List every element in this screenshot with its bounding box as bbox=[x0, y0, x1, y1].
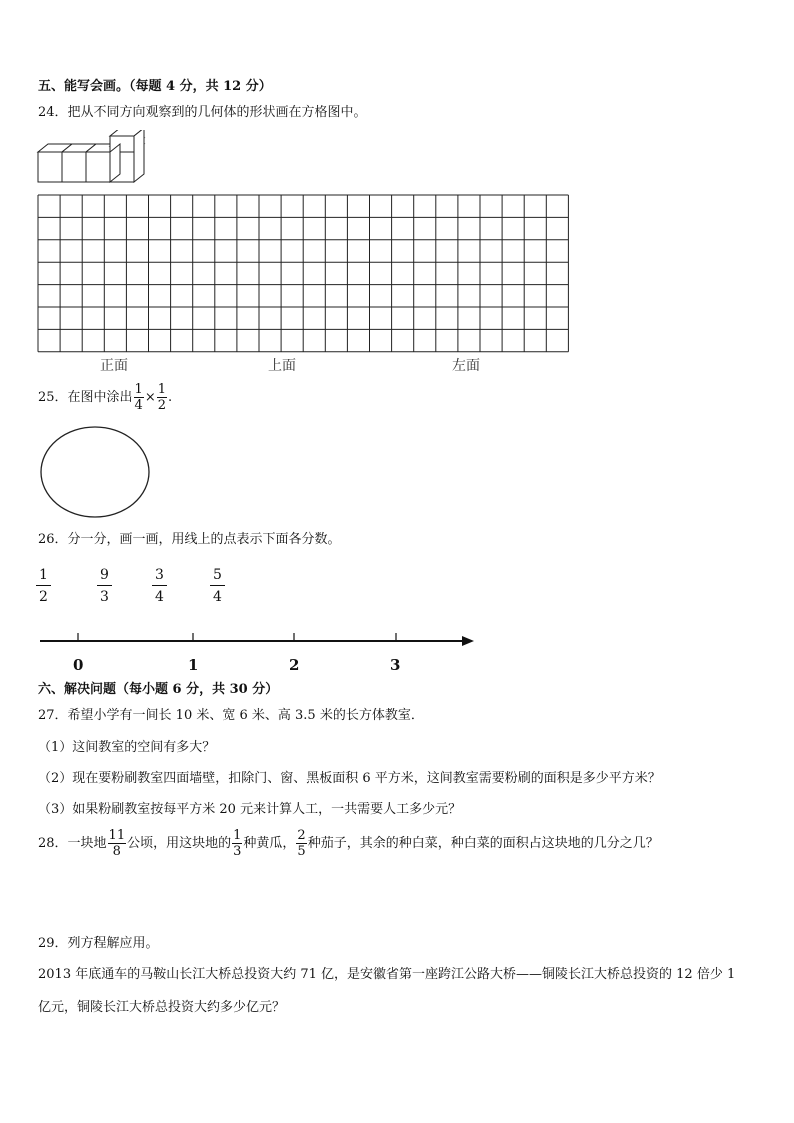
q28-text bbox=[38, 828, 659, 859]
drawing-grid[interactable] bbox=[37, 194, 570, 354]
q26-frac1-num: 1 bbox=[36, 567, 51, 586]
q25-fraction-2 bbox=[157, 382, 167, 413]
q25-suffix: . bbox=[168, 389, 173, 405]
q26-frac4-den: 4 bbox=[213, 589, 222, 605]
q28-frac3-den: 5 bbox=[297, 844, 306, 859]
q26-frac2-den: 3 bbox=[100, 589, 109, 605]
q26-frac4-num: 5 bbox=[210, 567, 225, 586]
q28-frac1-num: 11 bbox=[108, 828, 126, 843]
q26-fraction-4 bbox=[210, 567, 225, 606]
q28-frac2-den: 3 bbox=[233, 844, 242, 859]
q25-text bbox=[38, 382, 172, 413]
tick-label-1: 1 bbox=[188, 656, 199, 674]
q29-line1: 2013 年底通车的马鞍山长江大桥总投资大约 71 亿，是安徽省第一座跨江公路大桥——铜陵长江大桥总投资的 12 倍少 1 bbox=[38, 967, 736, 982]
tick-label-0: 0 bbox=[73, 656, 84, 674]
label-top-view: 上面 bbox=[268, 358, 296, 374]
q25-fraction-1 bbox=[134, 382, 144, 413]
q29-title: 29．列方程解应用。 bbox=[38, 936, 159, 951]
q26-frac1-den: 2 bbox=[39, 589, 48, 605]
q26-frac3-num: 3 bbox=[152, 567, 167, 586]
q25-frac2-den: 2 bbox=[157, 398, 167, 413]
q26-text: 26．分一分，画一画，用线上的点表示下面各分数。 bbox=[38, 532, 341, 547]
q27-sub3: （3）如果粉刷教室按每平方米 20 元来计算人工，一共需要人工多少元？ bbox=[38, 802, 462, 817]
label-left-view: 左面 bbox=[452, 358, 480, 374]
number-line[interactable] bbox=[38, 628, 478, 652]
q25-times: × bbox=[144, 389, 156, 405]
section5-title: 五、能写会画。（每题 4 分，共 12 分） bbox=[38, 79, 272, 94]
q28-fraction-3 bbox=[296, 828, 306, 859]
q26-frac3-den: 4 bbox=[155, 589, 164, 605]
q28-prefix: 28．一块地 bbox=[38, 835, 107, 851]
q28-fraction-2 bbox=[232, 828, 242, 859]
q25-frac2-num: 1 bbox=[157, 382, 167, 397]
q28-frac3-num: 2 bbox=[297, 828, 306, 843]
cube-solid-figure bbox=[36, 130, 156, 186]
label-front-view: 正面 bbox=[100, 358, 128, 374]
q25-frac1-den: 4 bbox=[134, 398, 143, 413]
tick-label-2: 2 bbox=[289, 656, 300, 674]
q27-sub2: （2）现在要粉刷教室四面墙壁，扣除门、窗、黑板面积 6 平方米，这间教室需要粉刷的面积是多少平方米？ bbox=[38, 771, 661, 786]
tick-label-3: 3 bbox=[390, 656, 401, 674]
q28-part2: 种黄瓜， bbox=[243, 835, 296, 851]
q28-frac1-den: 8 bbox=[112, 844, 121, 859]
q27-sub1: （1）这间教室的空间有多大？ bbox=[38, 740, 216, 755]
q28-part3: 种茄子，其余的种白菜，种白菜的面积占这块地的几分之几？ bbox=[307, 835, 659, 851]
q26-frac2-num: 9 bbox=[97, 567, 112, 586]
q28-part1: 公顷，用这块地的 bbox=[127, 835, 232, 851]
q25-prefix: 25．在图中涂出 bbox=[38, 389, 133, 405]
circle-figure[interactable] bbox=[38, 425, 154, 521]
q26-fraction-3 bbox=[152, 567, 167, 606]
section6-title: 六、解决问题（每小题 6 分，共 30 分） bbox=[38, 682, 279, 697]
q26-fraction-1 bbox=[36, 567, 51, 606]
q27-text: 27．希望小学有一间长 10 米、宽 6 米、高 3.5 米的长方体教室． bbox=[38, 708, 424, 723]
q28-frac2-num: 1 bbox=[233, 828, 242, 843]
q28-fraction-1 bbox=[108, 828, 127, 859]
q25-frac1-num: 1 bbox=[134, 382, 143, 397]
q29-line2: 亿元，铜陵长江大桥总投资大约多少亿元？ bbox=[38, 1000, 286, 1015]
q24-text: 24．把从不同方向观察到的几何体的形状画在方格图中。 bbox=[38, 105, 367, 120]
q26-fraction-2 bbox=[97, 567, 112, 606]
